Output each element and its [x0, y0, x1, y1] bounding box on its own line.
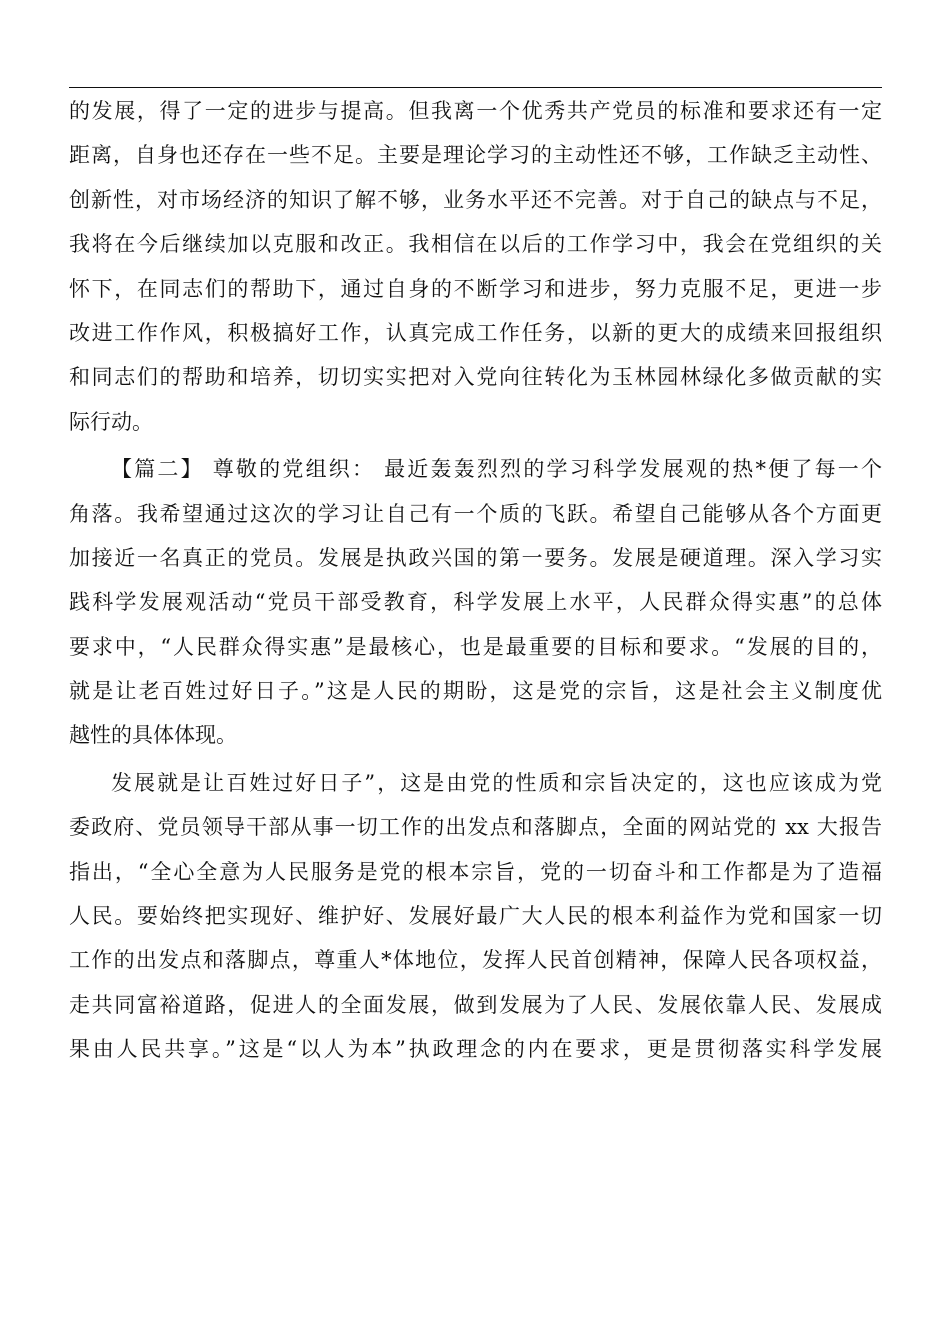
text-line: 际行动。 [69, 409, 153, 434]
text-line: 创新性，对市场经济的知识了解不够，业务水平还不完善。对于自己的缺点与不足， [69, 187, 882, 212]
text-line: 的发展，得了一定的进步与提高。但我离一个优秀共产党员的标准和要求还有一定 [69, 99, 882, 123]
header-rule [69, 87, 882, 88]
paragraph-2 [69, 447, 882, 758]
text-line: 和同志们的帮助和培养，切切实实把对入党向往转化为玉林园林绿化多做贡献的实 [69, 365, 882, 390]
text-line: 怀下，在同志们的帮助下，通过自身的不断学习和进步，努力克服不足，更进一步 [69, 276, 882, 301]
text-line: 要求中，“人民群众得实惠”是最核心，也是最重要的目标和要求。“发展的目的， [69, 634, 882, 659]
text-line: 【篇二】 尊敬的党组织： 最近轰轰烈烈的学习科学发展观的热*便了每一个 [111, 457, 882, 482]
text-line: 工作的出发点和落脚点，尊重人*体地位，发挥人民首创精神，保障人民各项权益， [69, 948, 882, 973]
text-line: 委政府、党员领导干部从事一切工作的出发点和落脚点，全面的网站党的 xx 大报告 [69, 815, 882, 840]
text-line: 距离，自身也还存在一些不足。主要是理论学习的主动性还不够，工作缺乏主动性、 [69, 143, 882, 168]
text-line: 改进工作作风，积极搞好工作，认真完成工作任务，以新的更大的成绩来回报组织 [69, 320, 882, 345]
text-line: 加接近一名真正的党员。发展是执政兴国的第一要务。发展是硬道理。深入学习实 [69, 545, 882, 570]
text-line: 人民。要始终把实现好、维护好、发展好最广大人民的根本利益作为党和国家一切 [69, 904, 882, 929]
paragraph-3 [69, 761, 882, 1072]
text-line: 践科学发展观活动“党员干部受教育，科学发展上水平，人民群众得实惠”的总体 [69, 590, 882, 615]
text-line: 走共同富裕道路，促进人的全面发展，做到发展为了人民、发展依靠人民、发展成 [69, 992, 882, 1017]
text-line: 越性的具体体现。 [69, 723, 237, 748]
text-line: 果由人民共享。”这是“以人为本”执政理念的内在要求，更是贯彻落实科学发展 [69, 1037, 882, 1062]
paragraph-1 [69, 89, 882, 444]
text-line: 发展就是让百姓过好日子”，这是由党的性质和宗旨决定的，这也应该成为党 [111, 770, 882, 795]
text-line: 我将在今后继续加以克服和改正。我相信在以后的工作学习中，我会在党组织的关 [69, 232, 882, 257]
text-line: 就是让老百姓过好日子。”这是人民的期盼，这是党的宗旨，这是社会主义制度优 [69, 679, 882, 704]
text-line: 角落。我希望通过这次的学习让自己有一个质的飞跃。希望自己能够从各个方面更 [69, 501, 882, 526]
text-line: 指出，“全心全意为人民服务是党的根本宗旨，党的一切奋斗和工作都是为了造福 [69, 859, 882, 884]
body-text [69, 89, 882, 1072]
